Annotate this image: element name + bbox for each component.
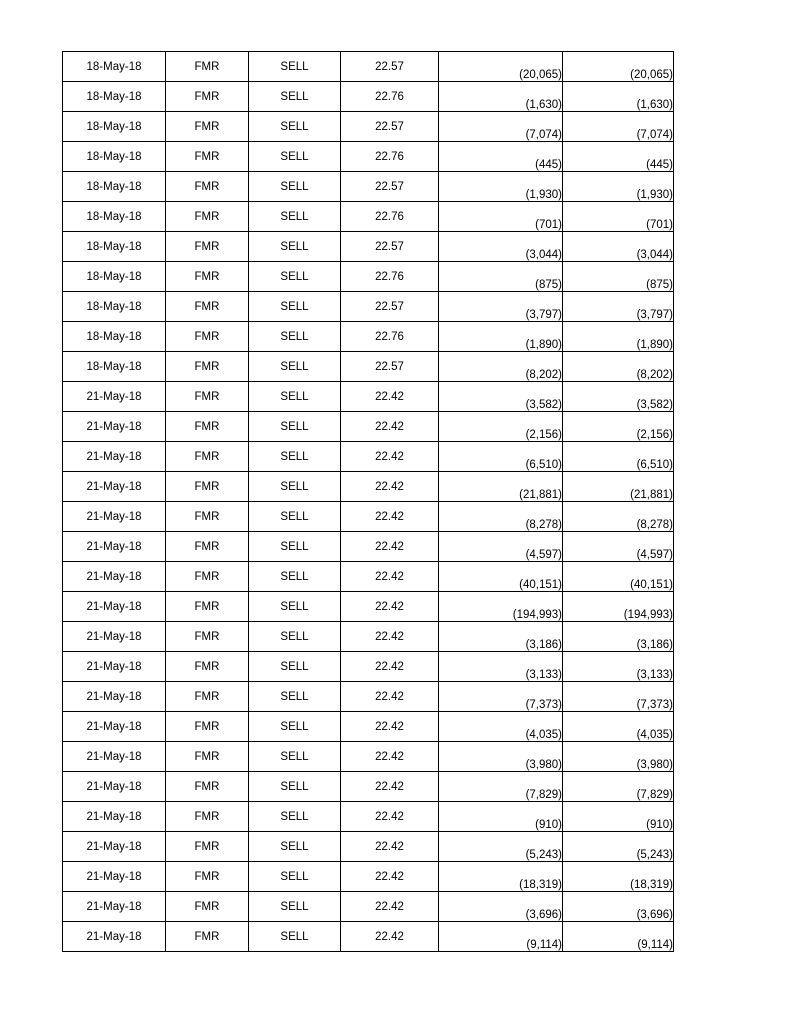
cell-code: FMR — [166, 802, 249, 832]
cell-code: FMR — [166, 412, 249, 442]
cell-action: SELL — [249, 52, 341, 82]
cell-action: SELL — [249, 592, 341, 622]
cell-date: 21-May-18 — [63, 772, 166, 802]
cell-amount2: (3,186) — [563, 622, 674, 652]
cell-amount2: (21,881) — [563, 472, 674, 502]
table-row — [63, 832, 674, 862]
cell-action: SELL — [249, 412, 341, 442]
cell-date: 21-May-18 — [63, 862, 166, 892]
table-row — [63, 322, 674, 352]
cell-date: 18-May-18 — [63, 292, 166, 322]
table-row — [63, 112, 674, 142]
cell-code: FMR — [166, 352, 249, 382]
cell-amount2: (3,133) — [563, 652, 674, 682]
cell-amount1: (21,881) — [439, 472, 563, 502]
cell-price: 22.57 — [341, 352, 439, 382]
cell-price: 22.42 — [341, 412, 439, 442]
cell-price: 22.42 — [341, 532, 439, 562]
cell-price: 22.57 — [341, 232, 439, 262]
cell-date: 21-May-18 — [63, 652, 166, 682]
cell-price: 22.42 — [341, 442, 439, 472]
cell-code: FMR — [166, 112, 249, 142]
cell-action: SELL — [249, 472, 341, 502]
cell-action: SELL — [249, 682, 341, 712]
cell-code: FMR — [166, 592, 249, 622]
table-row — [63, 472, 674, 502]
transactions-table — [62, 51, 674, 952]
cell-code: FMR — [166, 832, 249, 862]
table-row — [63, 922, 674, 952]
cell-date: 21-May-18 — [63, 442, 166, 472]
cell-price: 22.42 — [341, 712, 439, 742]
table-row — [63, 232, 674, 262]
table-row — [63, 382, 674, 412]
cell-code: FMR — [166, 562, 249, 592]
cell-amount2: (4,035) — [563, 712, 674, 742]
cell-date: 18-May-18 — [63, 142, 166, 172]
cell-amount1: (8,278) — [439, 502, 563, 532]
cell-amount1: (1,930) — [439, 172, 563, 202]
cell-code: FMR — [166, 862, 249, 892]
cell-amount1: (18,319) — [439, 862, 563, 892]
cell-code: FMR — [166, 532, 249, 562]
cell-amount2: (7,829) — [563, 772, 674, 802]
cell-code: FMR — [166, 142, 249, 172]
cell-code: FMR — [166, 682, 249, 712]
table-row — [63, 862, 674, 892]
cell-action: SELL — [249, 172, 341, 202]
cell-date: 18-May-18 — [63, 232, 166, 262]
cell-price: 22.42 — [341, 652, 439, 682]
cell-action: SELL — [249, 232, 341, 262]
cell-date: 21-May-18 — [63, 802, 166, 832]
table-row — [63, 172, 674, 202]
cell-action: SELL — [249, 652, 341, 682]
cell-amount2: (9,114) — [563, 922, 674, 952]
cell-code: FMR — [166, 82, 249, 112]
cell-date: 18-May-18 — [63, 112, 166, 142]
table-row — [63, 82, 674, 112]
cell-amount1: (445) — [439, 142, 563, 172]
cell-price: 22.57 — [341, 52, 439, 82]
cell-date: 21-May-18 — [63, 382, 166, 412]
cell-amount2: (5,243) — [563, 832, 674, 862]
cell-amount1: (2,156) — [439, 412, 563, 442]
cell-amount1: (194,993) — [439, 592, 563, 622]
cell-action: SELL — [249, 262, 341, 292]
cell-price: 22.42 — [341, 862, 439, 892]
cell-price: 22.42 — [341, 832, 439, 862]
cell-date: 18-May-18 — [63, 322, 166, 352]
cell-action: SELL — [249, 892, 341, 922]
cell-amount1: (1,890) — [439, 322, 563, 352]
cell-date: 21-May-18 — [63, 622, 166, 652]
cell-amount2: (7,373) — [563, 682, 674, 712]
cell-action: SELL — [249, 562, 341, 592]
cell-amount2: (1,930) — [563, 172, 674, 202]
cell-date: 21-May-18 — [63, 922, 166, 952]
cell-code: FMR — [166, 292, 249, 322]
cell-amount2: (2,156) — [563, 412, 674, 442]
cell-amount1: (3,696) — [439, 892, 563, 922]
cell-code: FMR — [166, 922, 249, 952]
cell-date: 21-May-18 — [63, 682, 166, 712]
cell-code: FMR — [166, 712, 249, 742]
cell-amount1: (4,597) — [439, 532, 563, 562]
cell-amount1: (9,114) — [439, 922, 563, 952]
cell-amount2: (6,510) — [563, 442, 674, 472]
cell-amount2: (3,582) — [563, 382, 674, 412]
cell-amount1: (701) — [439, 202, 563, 232]
cell-action: SELL — [249, 772, 341, 802]
cell-amount2: (1,630) — [563, 82, 674, 112]
cell-amount1: (3,186) — [439, 622, 563, 652]
cell-amount1: (910) — [439, 802, 563, 832]
cell-code: FMR — [166, 202, 249, 232]
cell-amount2: (3,044) — [563, 232, 674, 262]
cell-date: 21-May-18 — [63, 532, 166, 562]
cell-action: SELL — [249, 742, 341, 772]
cell-date: 21-May-18 — [63, 712, 166, 742]
cell-action: SELL — [249, 352, 341, 382]
cell-amount1: (3,980) — [439, 742, 563, 772]
cell-amount1: (20,065) — [439, 52, 563, 82]
cell-action: SELL — [249, 532, 341, 562]
cell-code: FMR — [166, 172, 249, 202]
cell-amount1: (3,133) — [439, 652, 563, 682]
cell-price: 22.42 — [341, 502, 439, 532]
cell-amount1: (7,829) — [439, 772, 563, 802]
cell-code: FMR — [166, 472, 249, 502]
cell-action: SELL — [249, 82, 341, 112]
cell-action: SELL — [249, 442, 341, 472]
table-row — [63, 652, 674, 682]
cell-amount2: (875) — [563, 262, 674, 292]
cell-amount1: (5,243) — [439, 832, 563, 862]
cell-price: 22.42 — [341, 772, 439, 802]
cell-amount2: (3,797) — [563, 292, 674, 322]
cell-price: 22.42 — [341, 892, 439, 922]
cell-date: 21-May-18 — [63, 892, 166, 922]
cell-code: FMR — [166, 892, 249, 922]
cell-price: 22.42 — [341, 472, 439, 502]
cell-amount1: (1,630) — [439, 82, 563, 112]
cell-action: SELL — [249, 862, 341, 892]
cell-amount1: (3,582) — [439, 382, 563, 412]
cell-price: 22.76 — [341, 142, 439, 172]
cell-amount2: (1,890) — [563, 322, 674, 352]
cell-action: SELL — [249, 622, 341, 652]
cell-action: SELL — [249, 802, 341, 832]
cell-action: SELL — [249, 202, 341, 232]
cell-date: 21-May-18 — [63, 502, 166, 532]
table-row — [63, 682, 674, 712]
cell-price: 22.76 — [341, 322, 439, 352]
cell-action: SELL — [249, 382, 341, 412]
table-row — [63, 442, 674, 472]
cell-price: 22.42 — [341, 622, 439, 652]
table-row — [63, 292, 674, 322]
cell-amount2: (910) — [563, 802, 674, 832]
table-row — [63, 262, 674, 292]
cell-amount2: (194,993) — [563, 592, 674, 622]
cell-amount1: (8,202) — [439, 352, 563, 382]
cell-action: SELL — [249, 502, 341, 532]
cell-price: 22.42 — [341, 802, 439, 832]
cell-action: SELL — [249, 292, 341, 322]
cell-code: FMR — [166, 772, 249, 802]
table-row — [63, 502, 674, 532]
cell-amount1: (875) — [439, 262, 563, 292]
cell-amount2: (445) — [563, 142, 674, 172]
cell-code: FMR — [166, 52, 249, 82]
cell-price: 22.76 — [341, 82, 439, 112]
cell-action: SELL — [249, 112, 341, 142]
cell-price: 22.42 — [341, 382, 439, 412]
cell-amount1: (7,373) — [439, 682, 563, 712]
cell-date: 21-May-18 — [63, 472, 166, 502]
cell-amount2: (8,278) — [563, 502, 674, 532]
cell-code: FMR — [166, 502, 249, 532]
cell-date: 21-May-18 — [63, 832, 166, 862]
cell-code: FMR — [166, 622, 249, 652]
cell-amount2: (7,074) — [563, 112, 674, 142]
cell-action: SELL — [249, 922, 341, 952]
cell-price: 22.42 — [341, 562, 439, 592]
cell-price: 22.42 — [341, 592, 439, 622]
cell-amount2: (8,202) — [563, 352, 674, 382]
table-row — [63, 562, 674, 592]
table-row — [63, 742, 674, 772]
cell-price: 22.76 — [341, 262, 439, 292]
cell-price: 22.42 — [341, 922, 439, 952]
cell-amount2: (701) — [563, 202, 674, 232]
table-row — [63, 142, 674, 172]
table-row — [63, 592, 674, 622]
table-row — [63, 772, 674, 802]
table-row — [63, 52, 674, 82]
cell-amount2: (4,597) — [563, 532, 674, 562]
transactions-table-body — [63, 52, 674, 952]
cell-code: FMR — [166, 742, 249, 772]
cell-amount2: (3,696) — [563, 892, 674, 922]
cell-date: 18-May-18 — [63, 82, 166, 112]
cell-amount1: (7,074) — [439, 112, 563, 142]
cell-amount1: (3,797) — [439, 292, 563, 322]
cell-amount2: (40,151) — [563, 562, 674, 592]
cell-amount1: (40,151) — [439, 562, 563, 592]
cell-amount2: (3,980) — [563, 742, 674, 772]
cell-date: 18-May-18 — [63, 52, 166, 82]
table-row — [63, 352, 674, 382]
cell-date: 18-May-18 — [63, 202, 166, 232]
cell-amount1: (6,510) — [439, 442, 563, 472]
cell-price: 22.42 — [341, 742, 439, 772]
cell-date: 21-May-18 — [63, 592, 166, 622]
table-row — [63, 892, 674, 922]
cell-price: 22.57 — [341, 292, 439, 322]
cell-date: 18-May-18 — [63, 352, 166, 382]
cell-price: 22.76 — [341, 202, 439, 232]
cell-date: 21-May-18 — [63, 562, 166, 592]
cell-code: FMR — [166, 232, 249, 262]
cell-date: 18-May-18 — [63, 172, 166, 202]
cell-amount2: (20,065) — [563, 52, 674, 82]
cell-action: SELL — [249, 712, 341, 742]
table-row — [63, 712, 674, 742]
cell-action: SELL — [249, 142, 341, 172]
cell-code: FMR — [166, 382, 249, 412]
cell-action: SELL — [249, 832, 341, 862]
cell-code: FMR — [166, 322, 249, 352]
cell-code: FMR — [166, 262, 249, 292]
cell-price: 22.57 — [341, 112, 439, 142]
table-row — [63, 622, 674, 652]
cell-date: 21-May-18 — [63, 412, 166, 442]
cell-price: 22.42 — [341, 682, 439, 712]
cell-code: FMR — [166, 652, 249, 682]
cell-date: 21-May-18 — [63, 742, 166, 772]
cell-amount2: (18,319) — [563, 862, 674, 892]
cell-price: 22.57 — [341, 172, 439, 202]
table-row — [63, 202, 674, 232]
cell-code: FMR — [166, 442, 249, 472]
table-row — [63, 802, 674, 832]
cell-date: 18-May-18 — [63, 262, 166, 292]
table-row — [63, 412, 674, 442]
cell-amount1: (4,035) — [439, 712, 563, 742]
cell-amount1: (3,044) — [439, 232, 563, 262]
table-row — [63, 532, 674, 562]
cell-action: SELL — [249, 322, 341, 352]
